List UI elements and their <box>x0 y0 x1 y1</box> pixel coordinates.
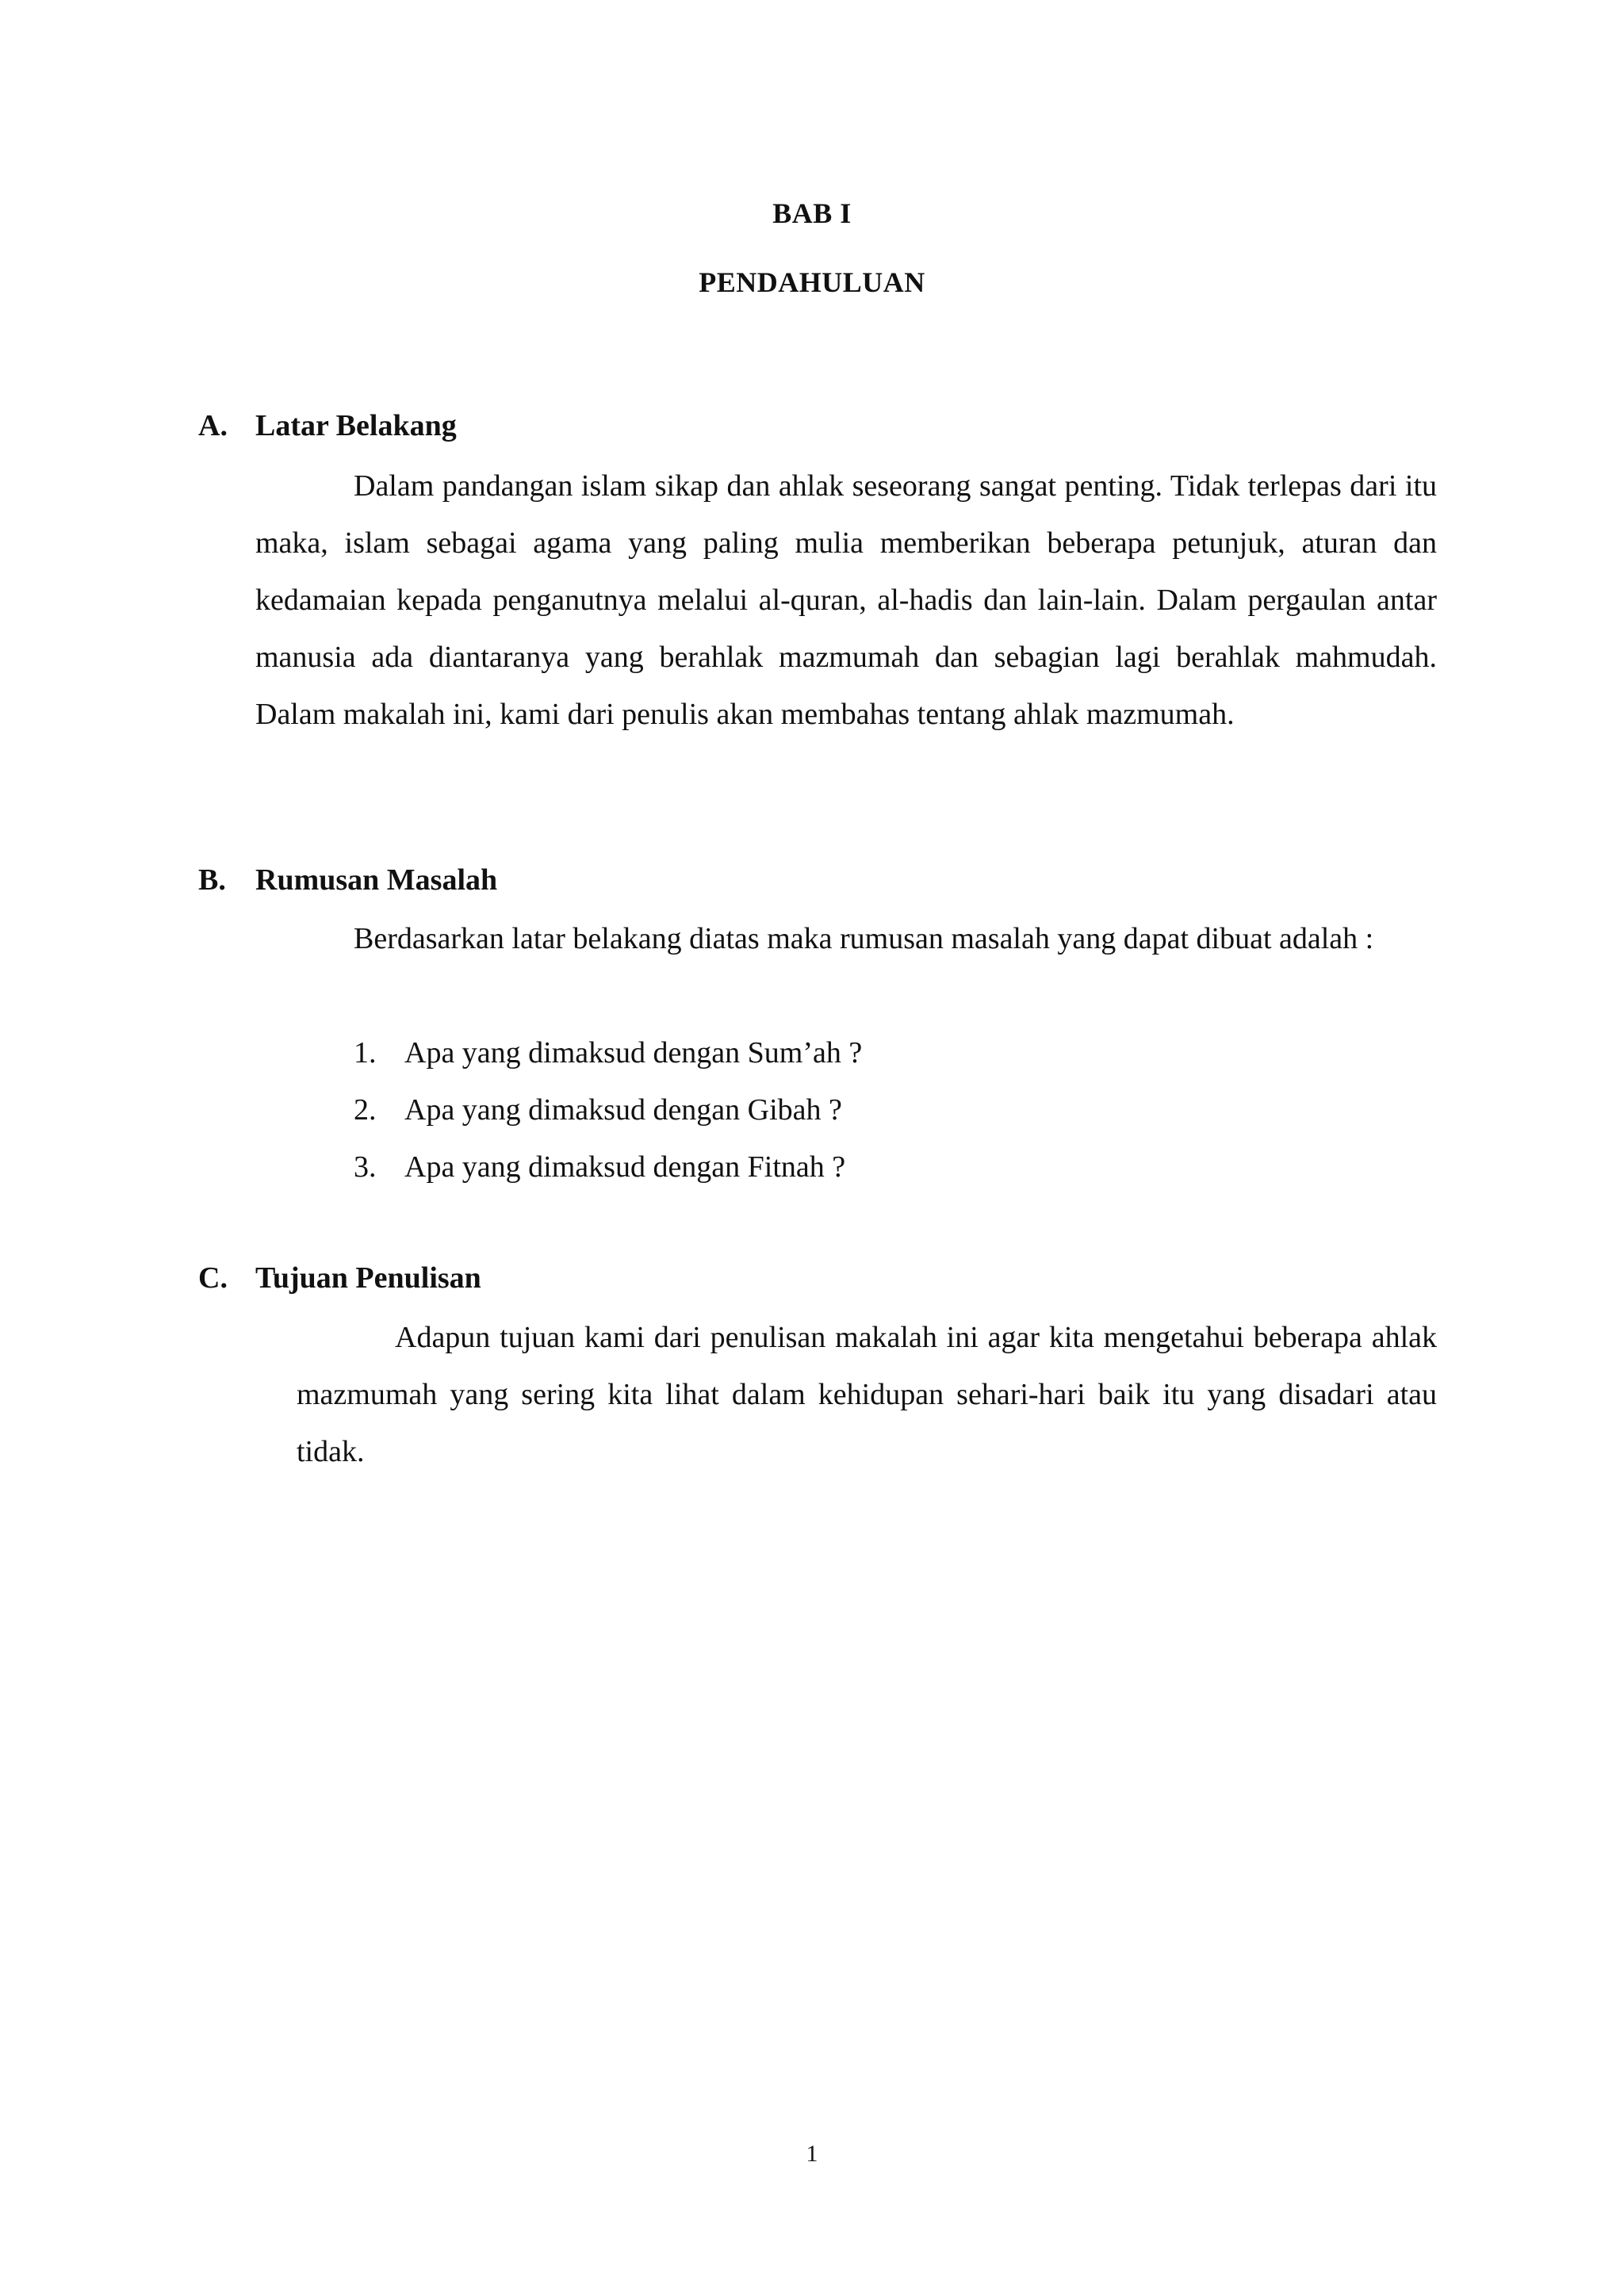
question-list <box>354 1024 862 1196</box>
list-number: 1. <box>354 1036 377 1070</box>
paragraph-text: Dalam pandangan islam sikap dan ahlak seseorang sangat penting. Tidak terlepas dari itu maka, islam sebagai agama yang paling mulia memberikan beberapa petunjuk, aturan dan kedamaian kepada penganutnya melalui al-quran, al-hadis dan lain-lain. Dalam pergaulan antar manusia ada diantaranya yang berahlak mazmumah dan sebagian lagi berahlak mahmudah. Dalam makalah ini, kami dari penulis akan membahas tentang ahlak mazmumah. <box>255 469 1437 731</box>
list-item <box>354 1138 862 1196</box>
section-title: Rumusan Masalah <box>255 863 498 897</box>
paragraph-latar-belakang <box>255 457 1437 743</box>
section-heading-tujuan-penulisan <box>198 1261 481 1295</box>
list-text: Apa yang dimaksud dengan Sum’ah ? <box>404 1036 863 1070</box>
chapter-number: BAB I <box>772 197 852 229</box>
list-number: 2. <box>354 1093 377 1127</box>
list-item <box>354 1081 862 1138</box>
section-letter: A. <box>198 409 228 442</box>
page-number: 1 <box>806 2141 818 2167</box>
section-title: Tujuan Penulisan <box>255 1261 481 1295</box>
list-number: 3. <box>354 1150 377 1184</box>
chapter-title: PENDAHULUAN <box>699 266 925 298</box>
paragraph-tujuan-penulisan <box>297 1309 1437 1480</box>
paragraph-rumusan-masalah <box>255 910 1437 967</box>
paragraph-text: Berdasarkan latar belakang diatas maka rumusan masalah yang dapat dibuat adalah : <box>354 922 1374 955</box>
list-text: Apa yang dimaksud dengan Fitnah ? <box>404 1150 846 1184</box>
section-letter: B. <box>198 863 226 897</box>
section-letter: C. <box>198 1261 228 1295</box>
section-title: Latar Belakang <box>255 409 457 442</box>
paragraph-text: Adapun tujuan kami dari penulisan makalah ini agar kita mengetahui beberapa ahlak mazmumah yang sering kita lihat dalam kehidupan sehari-hari baik itu yang disadari atau tidak. <box>297 1321 1437 1468</box>
list-text: Apa yang dimaksud dengan Gibah ? <box>404 1093 842 1127</box>
list-item <box>354 1024 862 1081</box>
section-heading-rumusan-masalah <box>198 863 497 897</box>
section-heading-latar-belakang <box>198 408 457 443</box>
